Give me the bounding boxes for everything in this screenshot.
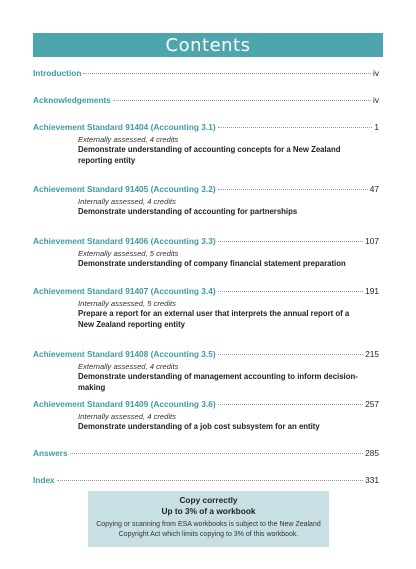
toc-label[interactable]: Achievement Standard 91404 (Accounting 3.1): [33, 122, 216, 132]
toc-entry-as91406[interactable]: [33, 236, 379, 270]
contents-banner: [33, 33, 383, 57]
toc-label[interactable]: Achievement Standard 91408 (Accounting 3.5): [33, 349, 216, 359]
toc-page-number: 191: [365, 286, 379, 296]
toc-entry-acknowledgements[interactable]: [33, 95, 379, 106]
copyright-notice-title: Copy correctly: [179, 495, 238, 505]
assessment-info: Externally assessed, 4 credits: [78, 135, 179, 144]
leader-dots: [218, 127, 373, 128]
toc-page-number: iv: [373, 68, 379, 78]
toc-page-number: 285: [365, 448, 379, 458]
assessment-info: Internally assessed, 4 credits: [78, 197, 176, 206]
toc-entry-as91408[interactable]: [33, 349, 379, 393]
toc-entry-answers[interactable]: [33, 448, 379, 459]
leader-dots: [113, 100, 371, 101]
toc-label[interactable]: Answers: [33, 448, 68, 458]
toc-page-number: 331: [365, 475, 379, 485]
standard-description: Demonstrate understanding of company financial statement preparation: [78, 259, 346, 268]
copyright-notice: [88, 491, 329, 547]
toc-page-number: 257: [365, 399, 379, 409]
assessment-info: Internally assessed, 5 credits: [78, 299, 176, 308]
leader-dots: [57, 480, 363, 481]
assessment-info: Externally assessed, 4 credits: [78, 362, 179, 371]
toc-page-number: 215: [365, 349, 379, 359]
assessment-info: Externally assessed, 5 credits: [78, 249, 179, 258]
page-title: Contents: [165, 34, 251, 56]
standard-description: Demonstrate understanding of accounting for partnerships: [78, 207, 298, 216]
copyright-notice-body: Copying or scanning from ESA workbooks is subject to the New Zealand Copyright Act which limits copying to 3% of this workbook.: [96, 521, 321, 538]
toc-page-number: 47: [369, 184, 379, 194]
toc-entry-as91404[interactable]: [33, 122, 379, 166]
toc-page-number: 1: [374, 122, 379, 132]
standard-description: Prepare a report for an external user that interprets the annual report of a New Zealand reporting entity: [78, 309, 350, 329]
toc-label[interactable]: Achievement Standard 91406 (Accounting 3.3): [33, 236, 216, 246]
toc-page-number: iv: [373, 95, 379, 105]
toc-page-number: 107: [365, 236, 379, 246]
toc-label[interactable]: Achievement Standard 91405 (Accounting 3.2): [33, 184, 216, 194]
copyright-notice-subtitle: Up to 3% of a workbook: [161, 506, 256, 516]
standard-description: Demonstrate understanding of a job cost subsystem for an entity: [78, 422, 320, 431]
standard-description: Demonstrate understanding of accounting concepts for a New Zealand reporting entity: [78, 145, 341, 165]
standard-description: Demonstrate understanding of management accounting to inform decision-making: [78, 372, 358, 392]
toc-label[interactable]: Acknowledgements: [33, 95, 111, 105]
leader-dots: [218, 354, 364, 355]
toc-entry-as91409[interactable]: [33, 399, 379, 433]
toc-entry-introduction[interactable]: [33, 68, 379, 79]
leader-dots: [218, 189, 368, 190]
leader-dots: [218, 291, 364, 292]
toc-label[interactable]: Achievement Standard 91409 (Accounting 3.6): [33, 399, 216, 409]
toc-label[interactable]: Achievement Standard 91407 (Accounting 3.4): [33, 286, 216, 296]
toc-entry-index[interactable]: [33, 475, 379, 486]
leader-dots: [218, 241, 364, 242]
leader-dots: [70, 453, 364, 454]
assessment-info: Internally assessed, 4 credits: [78, 412, 176, 421]
toc-entry-as91407[interactable]: [33, 286, 379, 330]
toc-label[interactable]: Introduction: [33, 68, 82, 78]
leader-dots: [83, 73, 371, 74]
toc-label[interactable]: Index: [33, 475, 55, 485]
leader-dots: [218, 404, 364, 405]
toc-entry-as91405[interactable]: [33, 184, 379, 218]
